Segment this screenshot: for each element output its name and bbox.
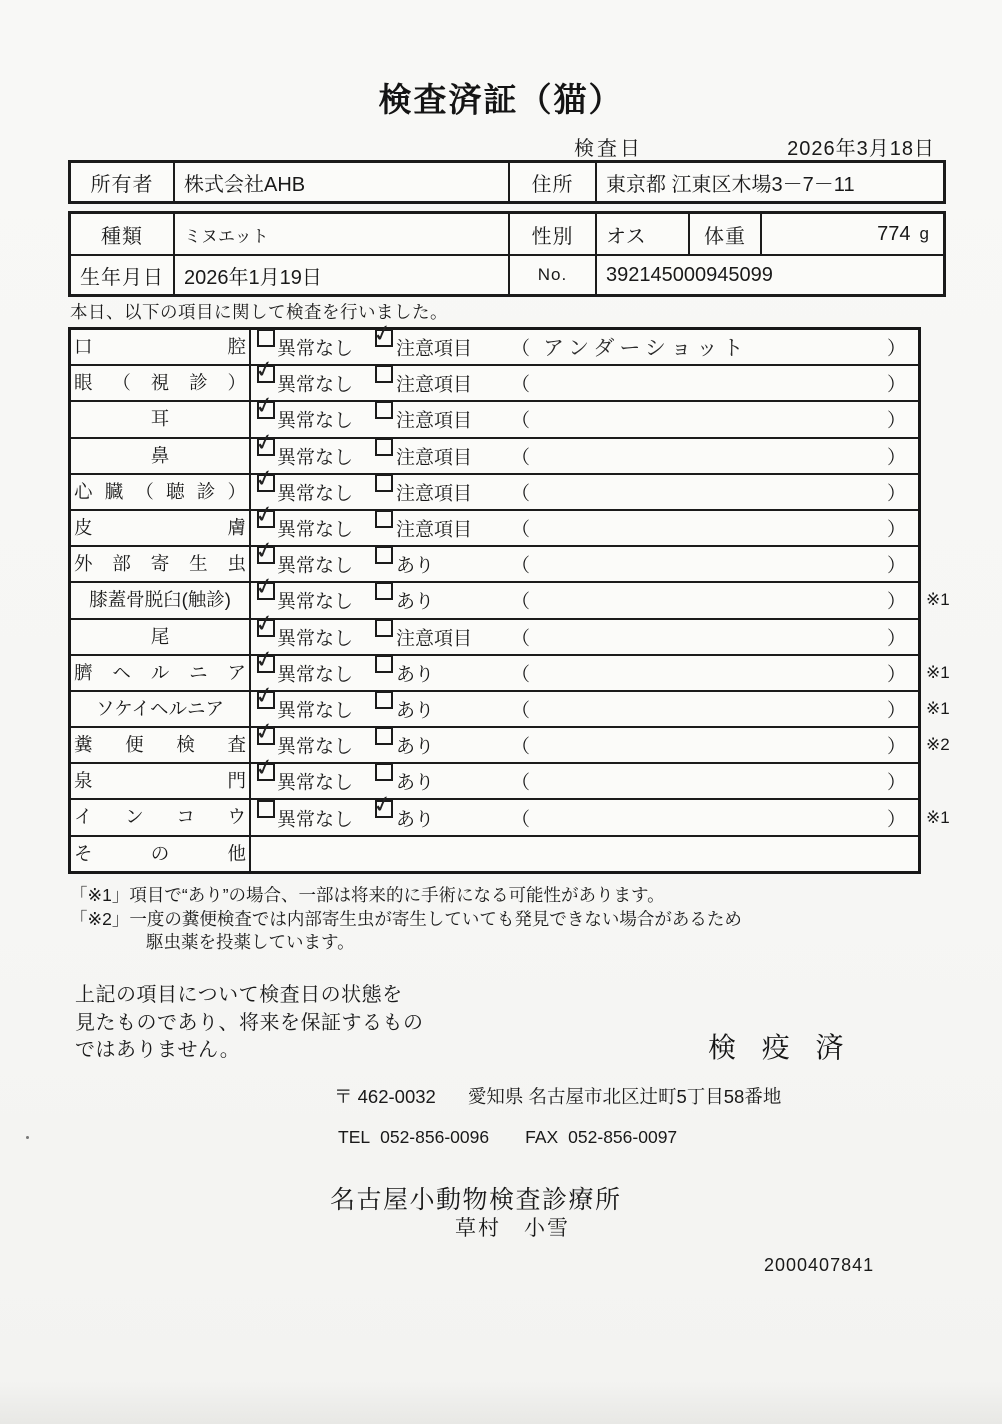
- checklist-row-content: [251, 728, 950, 762]
- checklist-row-label: 心 臓 （ 聴 診 ）: [71, 475, 251, 509]
- no-abnormality-label: 異常なし: [277, 809, 354, 831]
- page-title: 検査済証（猫）: [378, 81, 624, 118]
- checklist-row-label: 膝蓋骨脱臼(触診): [71, 583, 251, 617]
- sex-label: 性別: [508, 214, 595, 254]
- pet-table-row-2: [71, 256, 943, 294]
- no-abnormality-checkbox: [257, 329, 275, 347]
- paren-close: ）: [886, 700, 906, 722]
- paren-open: （: [511, 736, 531, 758]
- footnote-2-continued: 駆虫薬を投薬しています。: [146, 932, 355, 952]
- no-abnormality-checkbox: [257, 727, 275, 745]
- no-abnormality-checkbox: [257, 691, 275, 709]
- checklist-row-content: [251, 330, 918, 364]
- checklist-row-content: [251, 692, 950, 726]
- tel-label: TEL: [338, 1127, 371, 1147]
- checklist-row-content: [251, 656, 950, 690]
- no-abnormality-checkbox: [257, 763, 275, 781]
- paren-open: （: [511, 591, 531, 613]
- checklist-row: [71, 511, 918, 547]
- paren-close: ）: [886, 555, 906, 577]
- no-abnormality-label: 異常なし: [277, 700, 354, 722]
- attention-label: あり: [396, 591, 435, 613]
- no-abnormality-label: 異常なし: [277, 591, 354, 613]
- no-abnormality-checkbox: [257, 619, 275, 637]
- checklist-row-content: [251, 583, 950, 617]
- fax-number: 052-856-0097: [568, 1127, 678, 1147]
- weight-label: 体重: [688, 214, 760, 254]
- checklist-row-label: 泉 門: [71, 764, 251, 798]
- attention-label: あり: [396, 736, 435, 758]
- checklist-row: [71, 402, 918, 438]
- checklist-row-label: 尾: [71, 620, 251, 654]
- checklist-table: [68, 327, 950, 874]
- footnotes: [70, 884, 742, 955]
- address-label: 住所: [508, 163, 595, 201]
- no-abnormality-checkbox: [257, 800, 275, 818]
- attention-label: 注意項目: [396, 483, 473, 505]
- weight-unit: g: [919, 224, 929, 243]
- checklist-row-content: [251, 620, 918, 654]
- checklist-row: [71, 475, 918, 511]
- paren-open: （: [511, 664, 531, 686]
- checklist-intro: 本日、以下の項目に関して検査を行いました。: [70, 302, 448, 322]
- checklist-row: [71, 764, 918, 800]
- footnote-2: 「※2」一度の糞便検査では内部寄生虫が寄生していても発見できない場合があるため: [70, 908, 742, 929]
- sex-value: オス: [595, 214, 688, 254]
- paren-close: ）: [886, 664, 906, 686]
- paren-open: （: [511, 483, 531, 505]
- attention-checkbox: [375, 763, 393, 781]
- no-abnormality-label: 異常なし: [277, 519, 354, 541]
- breed-value: ミヌエット: [173, 214, 508, 254]
- paren-open: （: [511, 809, 531, 831]
- no-abnormality-checkbox: [257, 401, 275, 419]
- pet-table: [68, 211, 946, 297]
- no-abnormality-label: 異常なし: [277, 338, 354, 360]
- no-abnormality-checkbox: [257, 365, 275, 383]
- clinic-name: 名古屋小動物検査診療所: [330, 1186, 622, 1214]
- paren-close: ）: [886, 628, 906, 650]
- checklist-row-content: [251, 764, 918, 798]
- handwritten-note: アンダーショット: [543, 337, 749, 361]
- owner-label: 所有者: [90, 173, 154, 196]
- attention-checkbox: [375, 510, 393, 528]
- no-abnormality-checkbox: [257, 474, 275, 492]
- paren-close: ）: [886, 591, 906, 613]
- paren-close: ）: [886, 483, 906, 505]
- attention-checkbox: [375, 329, 393, 347]
- pet-table-row-1: [71, 214, 943, 256]
- paren-open: （: [511, 410, 531, 432]
- disclaimer-line-1: 上記の項目について検査日の状態を: [75, 984, 403, 1006]
- attention-label: 注意項目: [396, 447, 473, 469]
- paren-close: ）: [886, 410, 906, 432]
- paren-close: ）: [886, 772, 906, 794]
- attention-label: あり: [396, 555, 435, 577]
- checklist-row-content: [251, 475, 918, 509]
- paren-open: （: [511, 772, 531, 794]
- attention-checkbox: [375, 438, 393, 456]
- exam-date-value: 2026年3月18日: [787, 138, 935, 160]
- checklist-row: [71, 656, 950, 692]
- footnote-ref-mark: ※1: [926, 590, 950, 610]
- checklist-row-label: 口 腔: [71, 330, 251, 364]
- paren-open: （: [511, 628, 531, 650]
- checklist-row-label: 外 部 寄 生 虫: [71, 547, 251, 581]
- no-abnormality-label: 異常なし: [277, 374, 354, 396]
- paren-open: （: [511, 519, 531, 541]
- attention-checkbox: [375, 691, 393, 709]
- footnote-ref-mark: ※1: [926, 698, 950, 718]
- no-abnormality-label: 異常なし: [277, 628, 354, 650]
- no-abnormality-checkbox: [257, 546, 275, 564]
- attention-checkbox: [375, 401, 393, 419]
- weight-value: 774: [877, 222, 911, 245]
- tel-number: 052-856-0096: [380, 1127, 490, 1147]
- clinic-phone-line: [338, 1127, 677, 1148]
- no-abnormality-label: 異常なし: [277, 772, 354, 794]
- attention-checkbox: [375, 619, 393, 637]
- attention-checkbox: [375, 546, 393, 564]
- paren-close: ）: [886, 519, 906, 541]
- checklist-row-label: 臍 ヘ ル ニ ア: [71, 656, 251, 690]
- birth-label: 生年月日: [80, 266, 164, 289]
- checklist-row-label: 耳: [71, 402, 251, 436]
- footnote-ref-mark: ※1: [926, 807, 950, 827]
- checklist-row-content: [251, 439, 918, 473]
- owner-value: 株式会社AHB: [173, 163, 508, 201]
- no-abnormality-label: 異常なし: [277, 555, 354, 577]
- checklist-row-label: ソケイヘルニア: [71, 692, 251, 726]
- checklist-row-label: 眼 （ 視 診 ）: [71, 366, 251, 400]
- paren-open: （: [511, 555, 531, 577]
- exam-date-label: 検査日: [574, 138, 643, 160]
- paren-open: （: [511, 374, 531, 396]
- checklist-row: [71, 439, 918, 475]
- checklist-row-content: [251, 366, 918, 400]
- attention-label: 注意項目: [396, 374, 473, 396]
- scan-speck: [26, 1136, 29, 1139]
- checklist-row: [71, 547, 918, 583]
- paren-close: ）: [886, 374, 906, 396]
- paren-close: ）: [886, 447, 906, 469]
- checklist-row: [71, 728, 950, 764]
- quarantine-stamp: 検 疫 済: [708, 1032, 853, 1063]
- disclaimer: [75, 982, 424, 1065]
- disclaimer-line-2: 見たものであり、将来を保証するもの: [75, 1011, 424, 1034]
- paren-open: （: [511, 447, 531, 469]
- checklist-row-content: [251, 511, 918, 545]
- no-abnormality-checkbox: [257, 582, 275, 600]
- clinic-address-line: [334, 1083, 781, 1109]
- clinic-address: 愛知県 名古屋市北区辻町5丁目58番地: [467, 1086, 782, 1107]
- checklist-row: [71, 837, 918, 871]
- scan-edge-smudge: [0, 1415, 1002, 1424]
- checklist-row-content: [251, 547, 918, 581]
- attention-checkbox: [375, 800, 393, 818]
- birth-value: 2026年1月19日: [173, 256, 508, 294]
- attention-checkbox: [375, 655, 393, 673]
- no-abnormality-label: 異常なし: [277, 736, 354, 758]
- no-abnormality-label: 異常なし: [277, 447, 354, 469]
- postal-code: 〒 462-0032: [334, 1086, 436, 1107]
- checklist-row: [71, 366, 918, 402]
- footnote-ref-mark: ※1: [926, 662, 950, 682]
- checklist-row-label: そ の 他: [71, 837, 251, 871]
- address-value: 東京都 江東区木場3－7－11: [595, 163, 943, 201]
- attention-checkbox: [375, 474, 393, 492]
- breed-label: 種類: [101, 225, 143, 248]
- attention-checkbox: [375, 365, 393, 383]
- checklist-row-label: イ ン コ ウ: [71, 800, 251, 834]
- attention-label: 注意項目: [396, 338, 473, 360]
- checklist-row-label: 糞 便 検 査: [71, 728, 251, 762]
- no-abnormality-label: 異常なし: [277, 664, 354, 686]
- paren-open: （: [511, 338, 531, 360]
- phone-gap: [499, 1127, 515, 1148]
- checklist-row: [71, 800, 950, 836]
- no-abnormality-checkbox: [257, 655, 275, 673]
- no-abnormality-label: 異常なし: [277, 483, 354, 505]
- paren-close: ）: [886, 809, 906, 831]
- no-abnormality-checkbox: [257, 438, 275, 456]
- attention-label: あり: [396, 772, 435, 794]
- serial-number: 2000407841: [764, 1255, 875, 1275]
- fax-label: FAX: [525, 1127, 559, 1147]
- checklist-row: [71, 330, 918, 366]
- checklist-row-content: [251, 800, 950, 834]
- footnote-1: 「※1」項目で“あり”の場合、一部は将来的に手術になる可能性があります。: [70, 885, 665, 905]
- checklist-row: [71, 692, 950, 728]
- checklist-row: [71, 620, 918, 656]
- checklist-row: [71, 583, 950, 619]
- disclaimer-line-3: ではありません。: [75, 1039, 241, 1061]
- checklist-row-label: 皮 膚: [71, 511, 251, 545]
- no-abnormality-checkbox: [257, 510, 275, 528]
- no-value: 392145000945099: [595, 256, 943, 294]
- checklist-row-content: [251, 402, 918, 436]
- paren-open: （: [511, 700, 531, 722]
- attention-checkbox: [375, 727, 393, 745]
- checklist-row-content: [251, 837, 918, 871]
- attention-label: あり: [396, 809, 435, 831]
- attention-label: あり: [396, 664, 435, 686]
- no-label: No.: [508, 256, 595, 294]
- owner-table: [68, 160, 946, 204]
- attention-checkbox: [375, 582, 393, 600]
- no-abnormality-label: 異常なし: [277, 410, 354, 432]
- attention-label: 注意項目: [396, 519, 473, 541]
- footnote-ref-mark: ※2: [926, 735, 950, 755]
- attention-label: 注意項目: [396, 628, 473, 650]
- attention-label: 注意項目: [396, 410, 473, 432]
- weight-value-cell: [760, 214, 943, 254]
- attention-label: あり: [396, 700, 435, 722]
- paren-close: ）: [886, 736, 906, 758]
- veterinarian-name: 草村 小雪: [455, 1217, 570, 1240]
- checklist-row-label: 鼻: [71, 439, 251, 473]
- paren-close: ）: [886, 338, 906, 360]
